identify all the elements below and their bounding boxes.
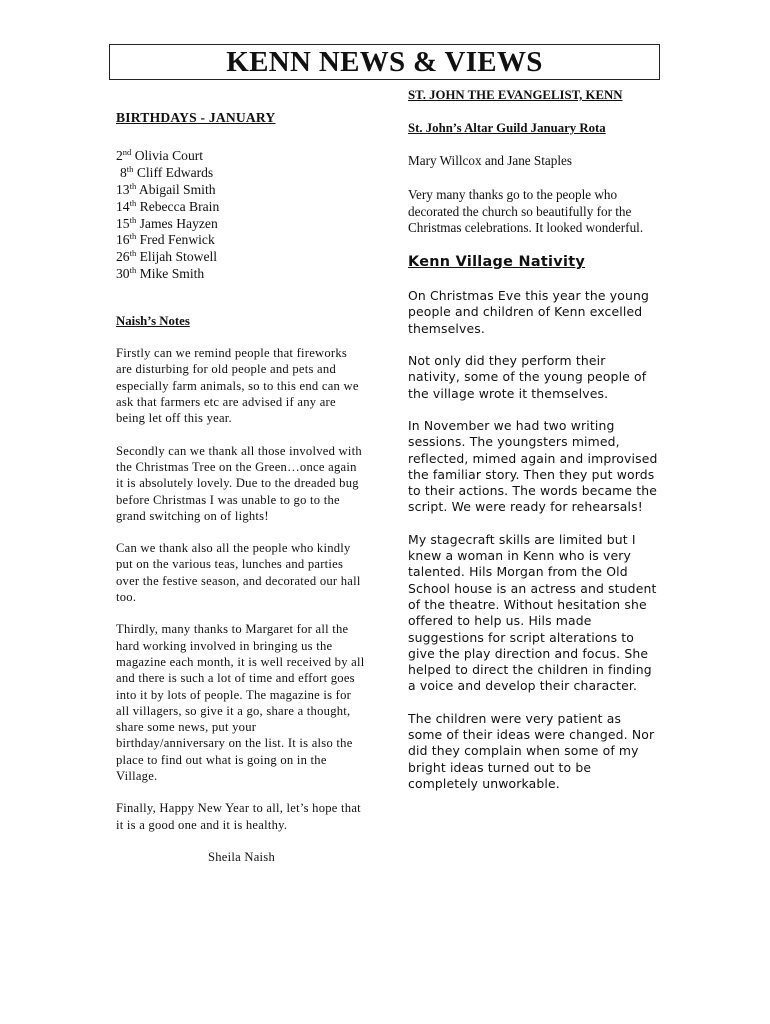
birthday-suffix: th [129,231,137,242]
birthday-suffix: nd [122,147,132,158]
birthday-name: Rebecca Brain [139,198,220,214]
birthday-name: Mike Smith [139,265,205,281]
nativity-paragraph: The children were very patient as some of their ideas were changed. Nor did they complain when some of my bright ideas turned out to be completely unworkable. [408,710,655,791]
birthday-entry [116,148,366,165]
nativity-paragraph: My stagecraft skills are limited but I knew a woman in Kenn who is very talented. Hils Morgan from the Old School house is an actress and student of the theatre. Without hesitation she offered to help us. Hils made suggestions for script alterations to give the play direction and focus. She helped to direct the children in finding a voice and develop their character. [408,531,657,694]
birthday-entry [116,249,366,266]
birthday-suffix: th [129,181,137,191]
birthday-name: Elijah Stowell [139,249,218,265]
church-heading: ST. JOHN THE EVANGELIST, KENN [408,88,623,102]
birthday-entry [116,232,366,249]
masthead-title: KENN NEWS & VIEWS [109,44,660,80]
birthday-day: 16 [116,232,130,248]
birthday-entry [116,199,366,216]
birthday-day: 14 [116,198,130,214]
rota-names: Mary Willcox and Jane Staples [408,153,573,168]
naish-notes-heading: Naish’s Notes [116,313,190,328]
birthday-entry [116,182,366,199]
birthday-day: 15 [116,215,130,231]
naish-notes-paragraph: Finally, Happy New Year to all, let’s hope that it is a good one and it is healthy. [116,801,361,832]
naish-notes-paragraph: Secondly can we thank all those involved with the Christmas Tree on the Green…once again it is absolutely lovely. Due to the dreaded bug before Christmas I was unable to go to the grand switching on of lights! [116,443,362,523]
naish-notes-paragraph: Can we thank also all the people who kindly put on the various teas, lunches and parties over the festive season, and decorated our hall too. [116,541,361,605]
birthday-day: 26 [116,249,130,265]
birthday-day: 8 [120,165,127,181]
naish-notes-paragraph: Thirdly, many thanks to Margaret for all the hard working involved in bringing us the magazine each month, it is well received by all and there is such a lot of time and effort goes into it by lots of people. The magazine is for all villagers, so give it a go, share a thought, share some news, put your birthday/anniversary on the list. It is also the place to find out what is going on in the Village. [116,622,365,784]
birthday-suffix: th [129,264,137,275]
birthday-entry [116,165,366,182]
nativity-paragraph: In November we had two writing sessions. The youngsters mimed, reflected, mimed again and improvised the familiar story. Then they put words to their actions. The words became the script. We were ready for rehearsals! [408,417,658,515]
right-column [408,88,658,792]
birthday-name: Cliff Edwards [136,165,214,181]
birthday-suffix: th [129,214,137,225]
nativity-heading: Kenn Village Nativity [408,254,586,271]
birthday-name: Fred Fenwick [139,232,215,248]
left-column [116,110,366,865]
birthdays-list [116,148,366,282]
birthday-suffix: th [126,164,134,175]
nativity-paragraph: On Christmas Eve this year the young people and children of Kenn excelled themselves. [408,288,649,336]
birthdays-heading: BIRTHDAYS - JANUARY [116,110,276,125]
birthday-name: James Hayzen [139,215,218,231]
nativity-article [408,288,658,792]
naish-notes-paragraph: Firstly can we remind people that fireworks are disturbing for old people and pets and especially farm animals, so to this end can we ask that farmers etc are advised if any are being let off this year. [116,346,359,426]
birthday-day: 2 [116,148,123,164]
birthday-entry [116,266,366,283]
birthday-name: Olivia Court [134,148,204,164]
birthday-suffix: th [129,248,137,259]
birthday-entry [116,216,366,233]
nativity-paragraph: Not only did they perform their nativity, some of the young people of the village wrote it themselves. [408,353,647,401]
naish-notes-signature: Sheila Naish [208,849,276,864]
naish-notes [116,313,366,865]
birthday-day: 13 [116,182,130,197]
birthday-suffix: th [129,197,137,208]
church-thanks: Very many thanks go to the people who decorated the church so beautifully for the Christmas celebrations. It looked wonderful. [408,187,644,235]
birthday-name: Abigail Smith [138,182,216,197]
birthday-day: 30 [116,265,130,281]
rota-heading: St. John’s Altar Guild January Rota [408,121,606,135]
